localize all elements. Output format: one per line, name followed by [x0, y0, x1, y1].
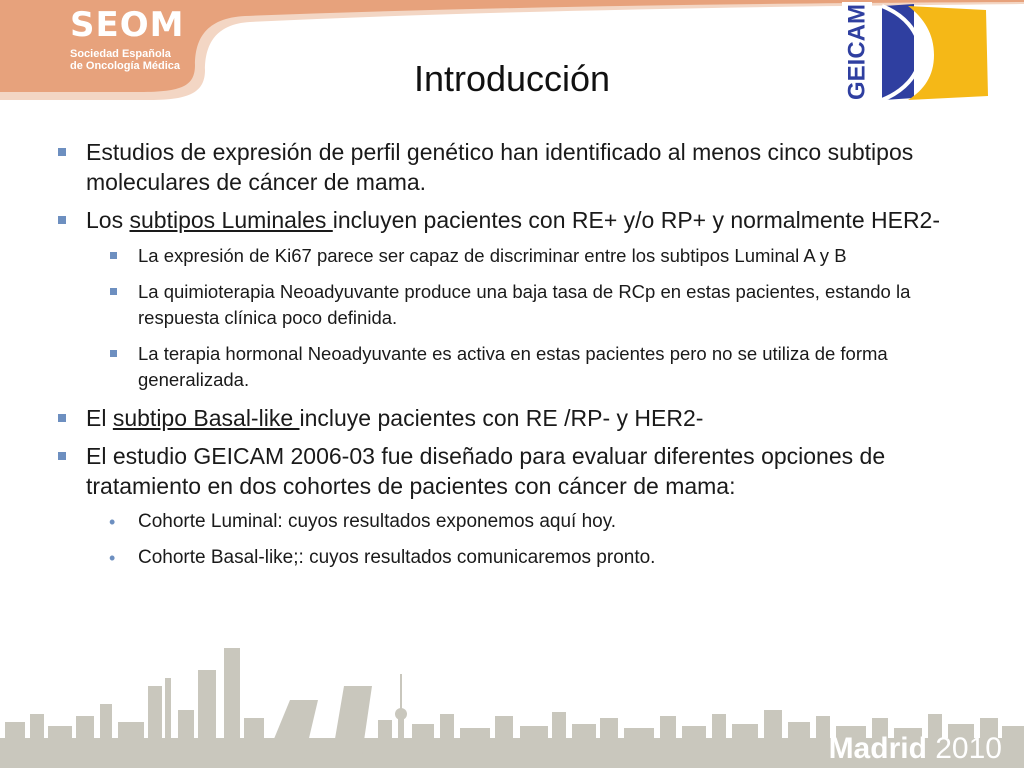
bullet-basal-post: incluye pacientes con RE /RP- y HER2- — [299, 405, 704, 431]
bullet-luminal-post: incluyen pacientes con RE+ y/o RP+ y normalmente HER2- — [332, 207, 941, 233]
subbullet-ki67: La expresión de Ki67 parece ser capaz de discriminar entre los subtipos Luminal A y B — [58, 243, 978, 269]
madrid-2010-logo — [829, 732, 1002, 766]
bullet-expression-studies: Estudios de expresión de perfil genético han identificado al menos cinco subtipos moleculares de cáncer de mama. — [58, 137, 978, 197]
slide-content — [58, 137, 978, 581]
bullet-basal-like-subtype — [58, 403, 978, 433]
luminal-subtypes-underlined: subtipos Luminales — [129, 207, 333, 233]
subbullet-cohort-basal-like: • Cohorte Basal-like;: cuyos resultados comunicaremos pronto. — [58, 545, 978, 571]
seom-logo-subtitle-2: de Oncología Médica — [70, 60, 181, 72]
geicam-logo-text: GEICAM — [843, 4, 871, 100]
seom-logo-title: SEOM — [70, 5, 185, 45]
madrid-city: Madrid — [828, 732, 927, 765]
bullet-luminal-pre: Los — [86, 207, 130, 233]
bullet-basal-pre: El — [86, 405, 113, 431]
bullet-luminal-subtypes — [58, 205, 978, 235]
subbullet-chemotherapy: La quimioterapia Neoadyuvante produce una baja tasa de RCp en estas pacientes, estando la respuesta clínica poco definida. — [58, 279, 978, 331]
subbullet-hormonal-therapy: La terapia hormonal Neoadyuvante es activa en estas pacientes pero no se utiliza de forma generalizada. — [58, 341, 978, 393]
basal-like-underlined: subtipo Basal-like — [112, 405, 300, 431]
madrid-year: 2010 — [935, 732, 1002, 765]
subbullet-cohort-luminal: • Cohorte Luminal: cuyos resultados exponemos aquí hoy. — [58, 509, 978, 535]
page-title: Introducción — [413, 58, 611, 99]
bullet-geicam-study: El estudio GEICAM 2006-03 fue diseñado para evaluar diferentes opciones de tratamiento en dos cohortes de pacientes con cáncer de mama: — [58, 441, 978, 501]
seom-logo-subtitle-1: Sociedad Española — [70, 48, 171, 60]
